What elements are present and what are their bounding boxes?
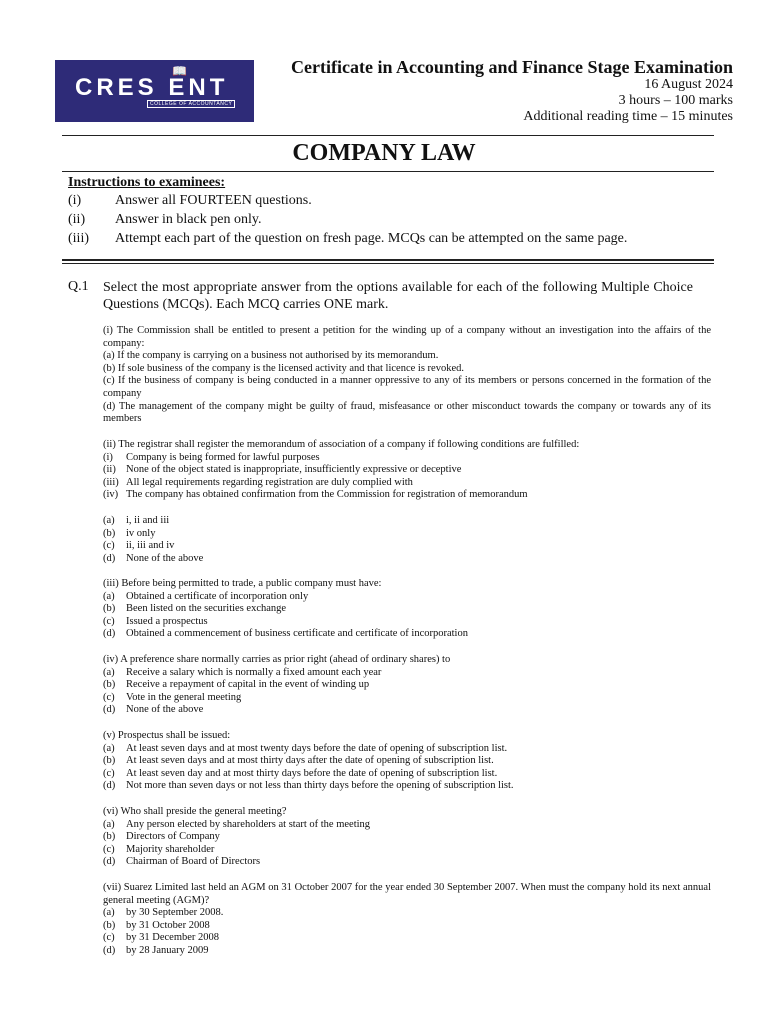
mcq-3 [103,578,711,641]
option-letter: (d) [103,552,116,564]
option-letter: (a) [103,818,115,830]
option-text: i, ii and iii [126,515,170,526]
instruction-text: Answer in black pen only. [115,212,262,227]
option-letter: (b) [103,831,116,843]
logo-name: CRES ENT [75,74,229,101]
option-letter: (d) [103,704,116,716]
mcq-option [103,528,711,541]
option-text: Not more than seven days or not less than thirty days before the opening of subscription list. [126,780,514,792]
exam-date: 16 August 2024 [644,77,733,92]
option-text: Obtained a commencement of business certificate and certificate of incorporation [126,628,468,640]
option-letter: (c) [103,615,115,627]
option-text: At least seven days and at most twenty days before the date of opening of subscription list. [126,742,508,754]
mcq-stem: (i) The Commission shall be entitled to present a petition for the winding up of a company without an investigation into the affairs of the company: [103,325,711,349]
option-letter: (c) [103,767,115,779]
mcq-5 [103,730,711,793]
mcq-stem: (vii) Suarez Limited last held an AGM on 31 October 2007 for the year ended 30 September 2007. When must the company hold its next annual general meeting (AGM)? [103,882,711,906]
mcq-4 [103,654,711,717]
mcq-option [103,603,711,616]
mcq-option [103,667,711,680]
mcq-option: (d) The management of the company might be guilty of fraud, misfeasance or other misconduct towards the company or towards any of its members [103,400,711,425]
mcq-option: (c) If the business of company is being conducted in a manner oppressive to any of its members or persons concerned in the formation of the company [103,375,711,399]
option-text: Directors of Company [126,831,220,843]
condition-number: (i) [103,451,113,463]
option-text: None of the above [126,552,204,564]
mcq-condition [103,452,711,465]
option-text: by 31 December 2008 [126,932,220,944]
instruction-number: (ii) [68,212,86,227]
divider [62,135,714,136]
option-letter: (d) [103,856,116,868]
option-letter: (a) [103,742,115,754]
option-letter: (b) [103,919,116,931]
option-text: Receive a repayment of capital in the event of winding up [126,679,370,691]
option-text: Been listed on the securities exchange [126,603,287,615]
divider [62,171,714,172]
option-letter: (c) [103,843,115,855]
condition-text: All legal requirements regarding registration are duly complied with [126,476,413,488]
double-divider-bottom [62,263,714,264]
mcq-option [103,616,711,629]
option-text: At least seven day and at most thirty days before the date of opening of subscription list. [126,767,498,779]
mcq-option [103,831,711,844]
option-letter: (c) [103,691,115,703]
mcq-6 [103,806,711,869]
college-logo [55,60,254,122]
option-letter: (d) [103,944,116,956]
mcq-option [103,704,711,717]
exam-duration: 3 hours – 100 marks [618,93,733,108]
condition-number: (iii) [103,476,119,488]
option-text: Chairman of Board of Directors [126,856,261,868]
condition-text: The company has obtained confirmation from the Commission for registration of memorandum [126,489,528,501]
instruction-number: (iii) [68,231,89,246]
logo-subtitle: COLLEGE OF ACCOUNTANCY [147,100,235,108]
option-text: by 31 October 2008 [126,919,210,931]
option-letter: (a) [103,590,115,602]
mcq-option [103,515,711,528]
mcq-option [103,907,711,920]
reading-time: Additional reading time – 15 minutes [523,109,733,124]
mcq-option [103,768,711,781]
option-letter: (d) [103,780,116,792]
mcq-stem: (ii) The registrar shall register the memorandum of association of a company if following conditions are fulfilled: [103,439,580,450]
exam-title: Certificate in Accounting and Finance Stage Examination [291,57,733,77]
mcq-option [103,692,711,705]
mcq-2-options [103,515,711,565]
mcq-option [103,679,711,692]
option-text: Any person elected by shareholders at start of the meeting [126,818,371,830]
option-letter: (b) [103,679,116,691]
mcq-stem: (iv) A preference share normally carries as prior right (ahead of ordinary shares) to [103,654,451,665]
mcq-option [103,844,711,857]
mcq-option [103,755,711,768]
mcq-option: (a) If the company is carrying on a business not authorised by its memorandum. [103,350,439,362]
option-text: Issued a prospectus [126,615,208,627]
mcq-option [103,856,711,869]
mcq-stem: (vi) Who shall preside the general meeting? [103,806,287,817]
instruction-text: Answer all FOURTEEN questions. [115,193,312,208]
mcq-option [103,819,711,832]
mcq-condition [103,489,711,502]
mcq-option [103,553,711,566]
option-text: Obtained a certificate of incorporation only [126,590,309,602]
mcq-condition [103,464,711,477]
mcq-option [103,920,711,933]
mcq-condition [103,477,711,490]
option-letter: (b) [103,603,116,615]
option-text: At least seven days and at most thirty days after the date of opening of subscription list. [126,755,494,767]
mcq-stem: (iii) Before being permitted to trade, a public company must have: [103,578,382,589]
subject-title: COMPANY LAW [292,140,476,166]
question-number: Q.1 [68,279,89,294]
mcq-1 [103,325,711,426]
option-letter: (c) [103,540,115,552]
option-text: Vote in the general meeting [126,691,242,703]
mcq-stem: (v) Prospectus shall be issued: [103,730,231,741]
option-letter: (c) [103,932,115,944]
option-letter: (a) [103,907,115,919]
instruction-item [68,212,261,228]
double-divider-top [62,259,714,261]
mcq-option [103,591,711,604]
option-letter: (a) [103,666,115,678]
option-letter: (b) [103,527,116,539]
condition-number: (ii) [103,464,116,476]
open-book-icon: 📖 [172,64,187,78]
option-text: None of the above [126,704,204,716]
question-text: Select the most appropriate answer from the options available for each of the following Multiple Choice Questions (MCQs). Each MCQ carries ONE mark. [103,280,693,312]
mcq-option [103,780,711,793]
option-text: by 30 September 2008. [126,907,224,919]
option-text: Receive a salary which is normally a fixed amount each year [126,666,382,678]
option-letter: (b) [103,755,116,767]
condition-number: (iv) [103,489,119,501]
option-text: by 28 January 2009 [126,944,209,956]
option-text: ii, iii and iv [126,540,175,552]
instruction-item [68,193,312,209]
mcq-option [103,540,711,553]
option-text: Majority shareholder [126,843,215,855]
instruction-item [68,231,627,247]
condition-text: Company is being formed for lawful purposes [126,451,320,463]
mcq-2 [103,439,711,502]
mcq-option [103,932,711,945]
instruction-text: Attempt each part of the question on fresh page. MCQs can be attempted on the same page. [115,231,628,246]
mcq-option [103,743,711,756]
condition-text: None of the object stated is inappropriate, insufficiently expressive or deceptive [126,464,462,476]
option-text: iv only [126,527,156,539]
mcq-option [103,628,711,641]
option-letter: (d) [103,628,116,640]
mcq-option: (b) If sole business of the company is the licensed activity and that licence is revoked. [103,362,464,374]
instructions-heading: Instructions to examinees: [68,175,226,190]
option-letter: (a) [103,515,115,526]
instruction-number: (i) [68,193,82,208]
mcq-option [103,945,711,958]
mcq-7 [103,882,711,958]
